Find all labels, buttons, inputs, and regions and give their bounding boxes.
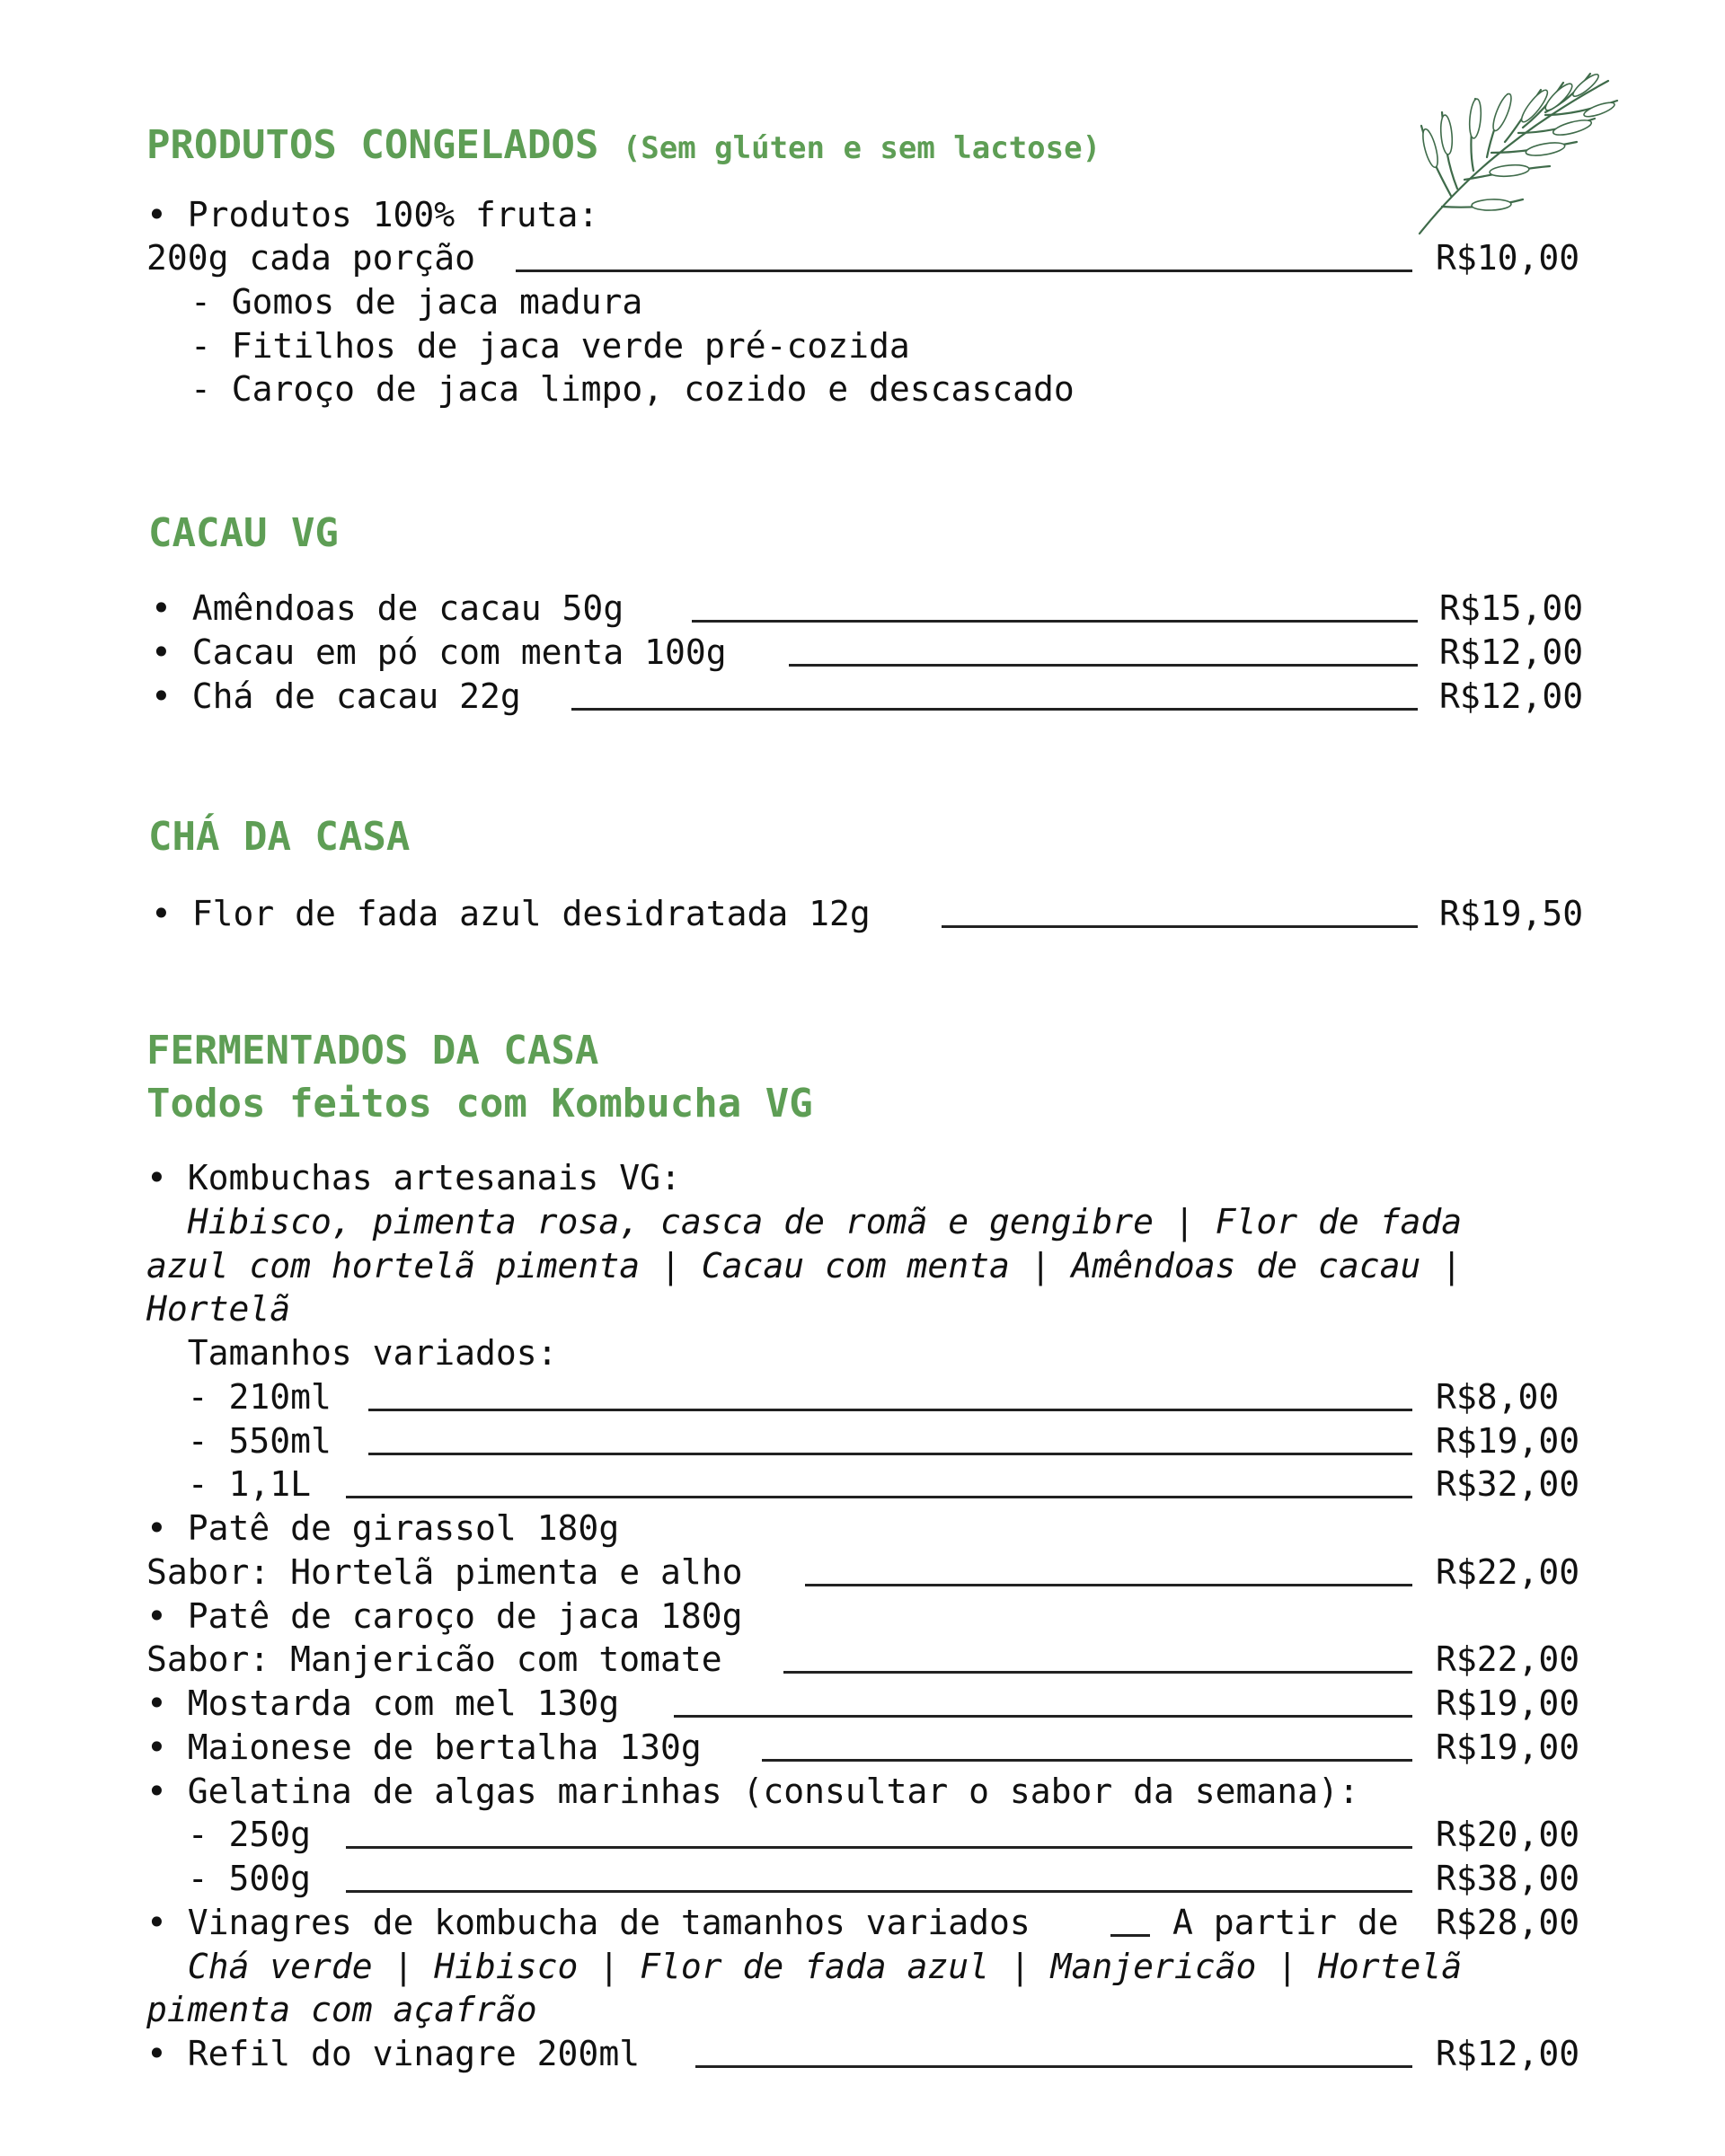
flavor-line: Chá verde | Hibisco | Flor de fada azul | Manjericão | Hortelã [146,1947,1463,1986]
leader-line [674,1715,1412,1718]
price: R$19,50 [1439,894,1584,933]
leader-line [695,2065,1412,2068]
list-item: • Chá de cacau 22g [151,676,521,716]
price: R$12,00 [1436,2034,1580,2073]
section-title-cacau: CACAU VG [148,510,339,556]
list-item: • Patê de caroço de jaca 180g [146,1596,743,1636]
leader-line [571,708,1418,711]
list-item: - Fitilhos de jaca verde pré-cozida [190,326,910,366]
list-item: • Maionese de bertalha 130g [146,1727,702,1767]
price: R$19,00 [1436,1727,1580,1767]
flavor-line: azul com hortelã pimenta | Cacau com menta | Amêndoas de cacau | [146,1246,1463,1286]
from-label: A partir de [1172,1903,1399,1942]
list-item: • Amêndoas de cacau 50g [151,588,624,628]
leader-line [789,664,1418,667]
section-subtitle-fermentados: Todos feitos com Kombucha VG [146,1081,813,1127]
list-item: - 210ml [146,1377,332,1417]
leader-line [692,620,1418,623]
flavor-line: Hibisco, pimenta rosa, casca de romã e gengibre | Flor de fada [146,1202,1463,1241]
leader-line [805,1584,1412,1586]
list-item: • Patê de girassol 180g [146,1508,620,1548]
list-item: • Produtos 100% fruta: [146,195,599,234]
list-item: • Refil do vinagre 200ml [146,2034,641,2073]
section-title-cha: CHÁ DA CASA [148,814,411,860]
list-item: Sabor: Manjericão com tomate [146,1639,722,1679]
leader-line [762,1759,1412,1762]
price: R$8,00 [1436,1377,1560,1417]
price: R$12,00 [1439,632,1584,672]
price: R$19,00 [1436,1683,1580,1723]
price: R$12,00 [1439,676,1584,716]
leaf-branch-icon [1402,63,1626,243]
list-item: - 250g [146,1815,312,1854]
flavor-line: pimenta com açafrão [146,1990,537,2029]
list-item: Sabor: Hortelã pimenta e alho [146,1552,743,1592]
leader-line [346,1496,1412,1498]
leader-line [1110,1934,1150,1937]
list-item: • Vinagres de kombucha de tamanhos variados [146,1903,1031,1942]
leader-line [346,1846,1412,1849]
list-item: - Caroço de jaca limpo, cozido e descascado [190,369,1075,409]
price: R$15,00 [1439,588,1584,628]
list-item: - 1,1L [146,1464,312,1504]
list-item: - 500g [146,1859,312,1898]
list-item: 200g cada porção [146,238,476,278]
section-title-fermentados: FERMENTADOS DA CASA [146,1028,599,1074]
price: R$22,00 [1436,1552,1580,1592]
list-item: • Kombuchas artesanais VG: [146,1158,681,1197]
section-subtitle-congelados: (Sem glúten e sem lactose) [622,130,1101,166]
leader-line [368,1409,1412,1411]
leader-line [942,925,1418,928]
leader-line [516,270,1412,272]
list-item: Tamanhos variados: [146,1333,558,1373]
price: R$10,00 [1436,238,1580,278]
list-item: • Gelatina de algas marinhas (consultar o sabor da semana): [146,1772,1359,1811]
list-item: • Mostarda com mel 130g [146,1683,620,1723]
leader-line [783,1671,1412,1674]
leader-line [346,1890,1412,1893]
list-item: - 550ml [146,1421,332,1461]
price: R$20,00 [1436,1815,1580,1854]
list-item: - Gomos de jaca madura [190,282,643,322]
list-item: • Flor de fada azul desidratada 12g [151,894,871,933]
price: R$28,00 [1436,1903,1580,1942]
leader-line [368,1453,1412,1455]
price: R$32,00 [1436,1464,1580,1504]
list-item: • Cacau em pó com menta 100g [151,632,727,672]
section-title-congelados: PRODUTOS CONGELADOS (Sem glúten e sem lactose) [146,122,1101,168]
price: R$19,00 [1436,1421,1580,1461]
price: R$38,00 [1436,1859,1580,1898]
price: R$22,00 [1436,1639,1580,1679]
flavor-line: Hortelã [146,1289,291,1329]
